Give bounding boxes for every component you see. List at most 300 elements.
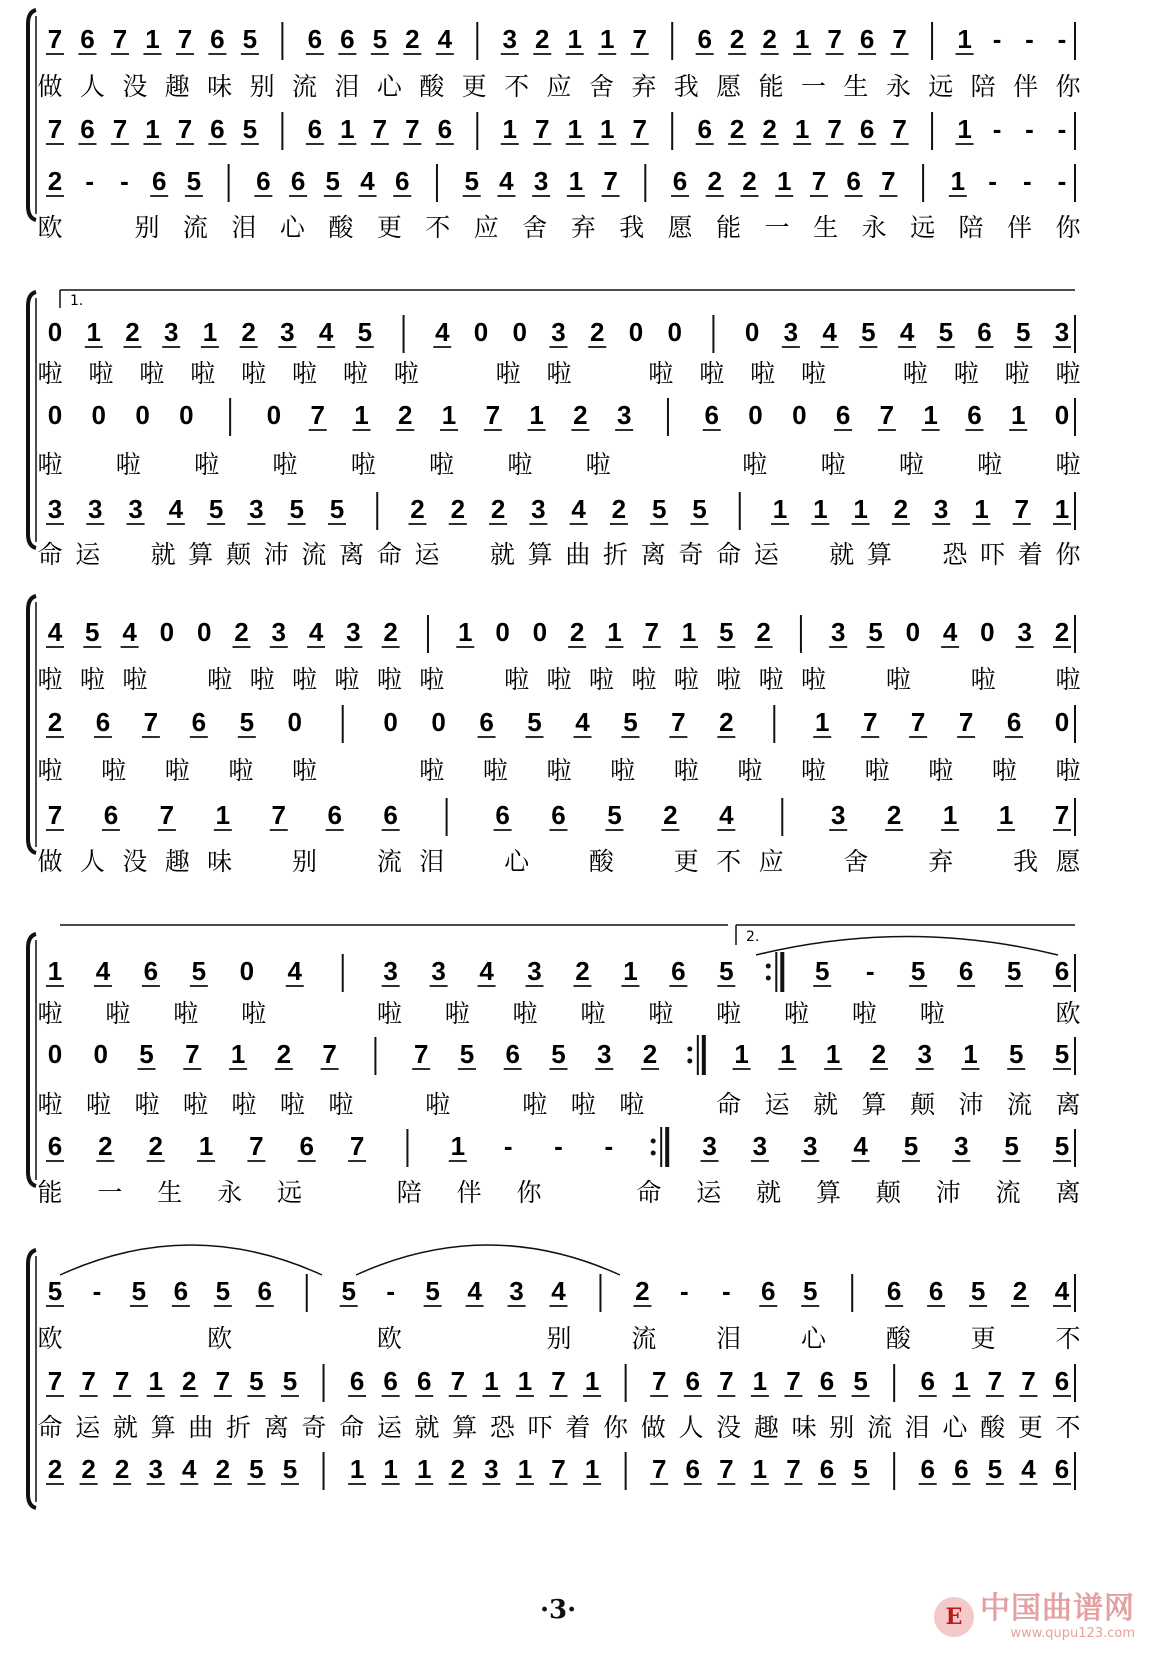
lyric-char: 能 xyxy=(758,72,784,101)
lyric-char: 啦 xyxy=(580,999,606,1028)
lyric-char: 应 xyxy=(758,847,784,876)
lyric-char: 啦 xyxy=(742,450,768,479)
lyric-char: 生 xyxy=(843,72,869,101)
score-note: 0 xyxy=(495,617,510,647)
score-note: 5 xyxy=(282,1366,298,1396)
lyric-char: 人 xyxy=(678,1413,704,1442)
lyric-char: 流 xyxy=(301,540,327,569)
lyric-char: 弃 xyxy=(570,213,596,242)
lyric-char: 流 xyxy=(182,213,208,242)
score-note: 5 xyxy=(459,1039,475,1069)
score-note: 7 xyxy=(827,114,842,144)
score-note: 1 xyxy=(772,494,788,524)
score-note: 3 xyxy=(1017,617,1032,647)
lyric-char: 心 xyxy=(376,72,402,101)
score-note: 7 xyxy=(827,24,842,54)
lyric-char: 着 xyxy=(565,1413,591,1442)
lyric-char: 味 xyxy=(791,1413,817,1442)
lyric-char: 啦 xyxy=(37,999,63,1028)
lyric-char: 啦 xyxy=(194,450,220,479)
score-note: 7 xyxy=(879,400,895,430)
score-note: 0 xyxy=(159,617,175,647)
score-note: 6 xyxy=(1054,956,1070,986)
score-note: 6 xyxy=(257,1276,273,1306)
score-note: 2 xyxy=(589,317,605,347)
lyric-char: 流 xyxy=(291,72,318,101)
lyric-char: 你 xyxy=(516,1178,542,1207)
lyric-char: 就 xyxy=(112,1413,138,1442)
lyric-char: 啦 xyxy=(953,359,979,388)
score-note: - xyxy=(386,1276,396,1306)
lyric-char: 陪 xyxy=(970,72,996,101)
score-note: 1 xyxy=(923,400,938,430)
score-note: 4 xyxy=(571,494,586,524)
score-note: 0 xyxy=(91,400,107,430)
lyric-char: 做 xyxy=(37,72,63,101)
score-note: 1 xyxy=(681,617,697,647)
score-note: 0 xyxy=(179,400,194,430)
lyric-char: 啦 xyxy=(190,359,216,388)
score-note: 7 xyxy=(81,1366,96,1396)
score-note: 6 xyxy=(1054,1366,1070,1396)
lyric-char: 啦 xyxy=(334,665,360,694)
score-note: 1 xyxy=(599,114,615,144)
repeat-dot xyxy=(651,1151,656,1156)
lyric-char: 曲 xyxy=(565,540,591,569)
lyric-char: 啦 xyxy=(1055,665,1081,694)
score-note: 0 xyxy=(748,400,763,430)
score-note: 1 xyxy=(529,400,544,430)
score-note: 4 xyxy=(318,317,334,347)
lyric-char: 啦 xyxy=(648,999,674,1028)
score-note: 1 xyxy=(599,24,615,54)
score-note: 7 xyxy=(958,707,974,737)
lyric-char: 算 xyxy=(815,1178,841,1207)
lyric-char: 啦 xyxy=(504,665,530,694)
score-note: 0 xyxy=(135,400,150,430)
score-note: 3 xyxy=(954,1131,969,1161)
score-note: 1 xyxy=(340,114,355,144)
score-note: 5 xyxy=(853,1454,868,1484)
lyric-char: 远 xyxy=(910,213,936,242)
lyric-char: 啦 xyxy=(37,450,63,479)
lyric-char: 啦 xyxy=(37,756,63,785)
score-note: 1 xyxy=(517,1366,533,1396)
lyric-char: 运 xyxy=(75,1413,101,1442)
score-note: 0 xyxy=(196,617,212,647)
lyric-char: 我 xyxy=(1013,847,1039,876)
lyric-char: 啦 xyxy=(800,359,827,388)
score-note: 6 xyxy=(920,1366,935,1396)
score-note: 1 xyxy=(998,800,1014,830)
volta-second-label: 2. xyxy=(746,929,760,945)
lyric-char: 啦 xyxy=(716,665,742,694)
score-note: 4 xyxy=(308,617,324,647)
lyric-char: 我 xyxy=(673,72,699,101)
score-note: 6 xyxy=(143,956,159,986)
score-note: 6 xyxy=(704,400,719,430)
score-note: 1 xyxy=(825,1039,841,1069)
lyric-char: 啦 xyxy=(1055,359,1081,388)
score-note: 2 xyxy=(1054,617,1070,647)
lyric-char: 愿 xyxy=(1055,847,1081,876)
score-note: 3 xyxy=(271,617,287,647)
lyric-char: 啦 xyxy=(85,1090,111,1119)
lyric-char: 啦 xyxy=(546,756,572,785)
score-note: 0 xyxy=(93,1039,109,1069)
score-note: 0 xyxy=(628,317,644,347)
score-note: 1 xyxy=(458,617,473,647)
lyric-char: 不 xyxy=(1055,1413,1081,1442)
score-note: 6 xyxy=(697,24,712,54)
score-note: 7 xyxy=(719,1366,734,1396)
score-note: 6 xyxy=(954,1454,969,1484)
score-note: 1 xyxy=(450,1131,466,1161)
score-note: 5 xyxy=(464,166,479,196)
score-note: 2 xyxy=(114,1454,130,1484)
score-note: 6 xyxy=(256,166,271,196)
lyric-char: 啦 xyxy=(991,756,1017,785)
score-note: 4 xyxy=(287,956,302,986)
score-note: 2 xyxy=(871,1039,887,1069)
score-note: 2 xyxy=(893,494,909,524)
score-note: 1 xyxy=(148,1366,163,1396)
score-note: 1 xyxy=(354,400,369,430)
score-note: 3 xyxy=(597,1039,612,1069)
score-note: 5 xyxy=(425,1276,440,1306)
score-note: 5 xyxy=(282,1454,298,1484)
lyric-char: 生 xyxy=(813,213,839,242)
score-note: - xyxy=(120,166,129,196)
score-note: 7 xyxy=(632,24,647,54)
score-note: 1 xyxy=(1010,400,1026,430)
lyric-char: 流 xyxy=(995,1178,1021,1207)
lyric-char: 就 xyxy=(489,540,515,569)
score-note: 1 xyxy=(752,1454,768,1484)
score-note: 1 xyxy=(776,166,792,196)
score-note: 2 xyxy=(575,956,590,986)
score-note: 7 xyxy=(551,1454,566,1484)
lyric-char: 人 xyxy=(79,847,105,876)
score-note: 7 xyxy=(671,707,686,737)
lyric-char: 啦 xyxy=(546,359,572,388)
score-note: 6 xyxy=(928,1276,944,1306)
score-note: 1 xyxy=(584,1366,600,1396)
score-note: 5 xyxy=(719,956,734,986)
lyric-char: 运 xyxy=(414,540,440,569)
score-note: 4 xyxy=(95,956,111,986)
score-note: 7 xyxy=(372,114,388,144)
score-note: 1 xyxy=(47,956,63,986)
lyric-char: 啦 xyxy=(588,665,614,694)
page-number: ·3· xyxy=(540,1595,577,1625)
system-bracket xyxy=(28,596,36,853)
lyric-char: 欧 xyxy=(37,1324,63,1353)
score-note: 6 xyxy=(697,114,712,144)
score-note: 6 xyxy=(416,1366,432,1396)
lyric-char: 啦 xyxy=(88,359,114,388)
lyric-char: 心 xyxy=(504,847,530,876)
lyric-char: 命 xyxy=(339,1413,365,1442)
system-bracket xyxy=(28,934,36,1186)
score-note: 7 xyxy=(910,707,926,737)
lyric-char: 啦 xyxy=(231,1090,257,1119)
score-note: 6 xyxy=(958,956,974,986)
score-note: 5 xyxy=(215,1276,231,1306)
score-note: 5 xyxy=(1054,1131,1070,1161)
lyric-char: 酸 xyxy=(328,213,354,242)
score-note: 4 xyxy=(1021,1454,1036,1484)
score-note: 1 xyxy=(198,1131,214,1161)
lyric-char: 沛 xyxy=(263,540,289,569)
score-note: 6 xyxy=(307,114,323,144)
score-note: 7 xyxy=(1014,494,1029,524)
lyric-char: 更 xyxy=(461,72,487,101)
score-note: 7 xyxy=(881,166,896,196)
lyric-char: 啦 xyxy=(800,756,827,785)
lyric-char: 啦 xyxy=(249,665,275,694)
score-note: 4 xyxy=(822,317,837,347)
score-note: 7 xyxy=(177,114,193,144)
lyric-char: 恐 xyxy=(942,540,968,569)
score-note: 7 xyxy=(249,1131,264,1161)
score-note: 5 xyxy=(47,1276,63,1306)
lyric-char: 啦 xyxy=(419,665,445,694)
lyric-char: 啦 xyxy=(429,450,455,479)
score-note: 7 xyxy=(811,166,827,196)
score-note: 5 xyxy=(139,1039,154,1069)
lyric-char: 算 xyxy=(452,1413,478,1442)
score-note: 5 xyxy=(239,707,255,737)
lyric-char: 心 xyxy=(279,213,305,242)
score-note: 4 xyxy=(47,617,63,647)
score-note: 3 xyxy=(783,317,799,347)
score-note: 5 xyxy=(242,24,258,54)
lyric-char: 别 xyxy=(829,1413,855,1442)
score-note: 2 xyxy=(719,707,734,737)
score-note: 5 xyxy=(329,494,345,524)
score-note: 2 xyxy=(405,24,420,54)
score-note: 5 xyxy=(903,1131,919,1161)
score-note: 3 xyxy=(47,494,63,524)
lyric-char: 命 xyxy=(37,1413,63,1442)
score-note: 1 xyxy=(780,1039,795,1069)
score-note: 2 xyxy=(47,166,63,196)
watermark xyxy=(934,1591,1135,1641)
lyric-char: 酸 xyxy=(588,847,614,876)
score-note: 7 xyxy=(47,114,63,144)
lyric-char: 啦 xyxy=(376,999,402,1028)
score-note: 6 xyxy=(479,707,494,737)
score-note: 6 xyxy=(191,707,207,737)
lyric-char: 啦 xyxy=(207,665,233,694)
score-note: 7 xyxy=(892,24,907,54)
score-note: 3 xyxy=(509,1276,524,1306)
score-note: 5 xyxy=(970,1276,986,1306)
score-note: 3 xyxy=(484,1454,499,1484)
lyric-char: 算 xyxy=(150,1413,176,1442)
lyric-char: 酸 xyxy=(885,1324,911,1353)
score-note: 5 xyxy=(815,956,830,986)
lyric-char: 就 xyxy=(414,1413,440,1442)
system-bracket xyxy=(28,1250,36,1508)
lyric-char: 啦 xyxy=(79,665,105,694)
score-note: 0 xyxy=(980,617,995,647)
lyric-char: 啦 xyxy=(122,665,148,694)
score-note: 7 xyxy=(603,166,618,196)
system-bracket xyxy=(28,292,36,548)
lyric-char: 一 xyxy=(800,72,827,101)
lyric-char: 啦 xyxy=(750,359,776,388)
score-note: 5 xyxy=(1054,1039,1070,1069)
lyric-char: 没 xyxy=(716,1413,742,1442)
lyric-char: 泪 xyxy=(419,847,445,876)
score-note: 5 xyxy=(249,1366,264,1396)
lyric-char: 永 xyxy=(861,213,887,242)
lyric-char: 啦 xyxy=(673,756,699,785)
score-note: 0 xyxy=(287,707,302,737)
score-note: 3 xyxy=(249,494,264,524)
lyric-char: 就 xyxy=(813,1090,839,1119)
lyric-char: 啦 xyxy=(376,665,402,694)
score-note: 3 xyxy=(527,956,542,986)
score-note: 2 xyxy=(729,24,745,54)
lyric-char: 不 xyxy=(425,213,451,242)
lyric-char: 啦 xyxy=(173,999,199,1028)
lyric-char: 没 xyxy=(122,847,148,876)
lyric-char: 泪 xyxy=(904,1413,930,1442)
lyric-char: 你 xyxy=(1055,72,1081,101)
lyric-char: 伴 xyxy=(456,1178,482,1207)
score-note: 7 xyxy=(651,1454,667,1484)
lyric-char: 欧 xyxy=(1055,999,1081,1028)
score-note: 6 xyxy=(495,800,510,830)
score-note: 7 xyxy=(47,24,63,54)
lyric-char: 折 xyxy=(603,540,629,569)
lyric-char: 啦 xyxy=(585,450,611,479)
score-note: 3 xyxy=(163,317,179,347)
lyric-char: 啦 xyxy=(393,359,419,388)
score-note: 3 xyxy=(148,1454,163,1484)
lyric-char: 心 xyxy=(942,1413,968,1442)
lyric-char: 啦 xyxy=(919,999,945,1028)
lyric-char: 别 xyxy=(134,213,160,242)
volta-first-label: 1. xyxy=(70,293,84,309)
lyric-char: 别 xyxy=(249,72,275,101)
lyric-char: 运 xyxy=(75,540,101,569)
score-note: 6 xyxy=(103,800,119,830)
score-note: 3 xyxy=(431,956,446,986)
score-note: 0 xyxy=(905,617,921,647)
score-note: 1 xyxy=(502,114,518,144)
lyric-char: 啦 xyxy=(444,999,470,1028)
score-note: 0 xyxy=(239,956,255,986)
score-note: 6 xyxy=(859,24,875,54)
score-note: 4 xyxy=(499,166,514,196)
repeat-dot xyxy=(687,1047,692,1052)
score-note: 1 xyxy=(734,1039,749,1069)
score-note: - xyxy=(503,1131,513,1161)
slur xyxy=(60,1245,322,1275)
lyric-char: 能 xyxy=(37,1178,63,1207)
lyric-char: 啦 xyxy=(139,359,165,388)
score-note: 7 xyxy=(644,617,659,647)
score-note: 5 xyxy=(357,317,373,347)
score-note: 6 xyxy=(395,166,410,196)
watermark-url: www.qupu123.com xyxy=(1010,1626,1135,1641)
lyric-char: 啦 xyxy=(512,999,538,1028)
lyric-char: 离 xyxy=(1055,1090,1081,1119)
lyric-char: 命 xyxy=(37,540,63,569)
score-note: - xyxy=(604,1131,614,1161)
lyric-char: 心 xyxy=(800,1324,827,1353)
score-note: 5 xyxy=(191,956,207,986)
lyric-char: 啦 xyxy=(737,756,763,785)
score-note: 7 xyxy=(112,114,128,144)
score-note: 1 xyxy=(416,1454,432,1484)
score-note: 3 xyxy=(752,1131,768,1161)
score-note: 1 xyxy=(567,114,582,144)
score-note: 6 xyxy=(1054,1454,1070,1484)
score-note: 5 xyxy=(623,707,638,737)
lyric-char: 啦 xyxy=(673,665,699,694)
watermark-logo-icon: E xyxy=(934,1597,974,1637)
score-note: 5 xyxy=(1006,956,1022,986)
score-note: 6 xyxy=(151,166,167,196)
score-note: 7 xyxy=(987,1366,1003,1396)
lyric-char: 啦 xyxy=(546,665,572,694)
score-note: 1 xyxy=(794,114,810,144)
repeat-dot xyxy=(687,1059,692,1064)
lyric-char: 不 xyxy=(1055,1324,1081,1353)
lyric-char: 啦 xyxy=(631,665,657,694)
lyric-char: 啦 xyxy=(758,665,784,694)
score-note: 5 xyxy=(910,956,926,986)
score-note: 6 xyxy=(819,1454,835,1484)
lyric-char: 啦 xyxy=(784,999,810,1028)
score-note: 4 xyxy=(122,617,137,647)
score-note: 6 xyxy=(685,1454,701,1484)
score-note: - xyxy=(1057,24,1067,54)
score-note: 3 xyxy=(1054,317,1070,347)
lyric-char: 啦 xyxy=(101,756,127,785)
score-note: 7 xyxy=(177,24,193,54)
score-note: 6 xyxy=(349,1366,365,1396)
score-note: 6 xyxy=(685,1366,701,1396)
score-note: 5 xyxy=(803,1276,818,1306)
score-note: 1 xyxy=(584,1454,600,1484)
score-note: 7 xyxy=(450,1366,466,1396)
score-note: 7 xyxy=(405,114,420,144)
score-note: 1 xyxy=(813,494,828,524)
score-note: 7 xyxy=(47,800,63,830)
lyric-char: 远 xyxy=(277,1178,303,1207)
lyric-char: 流 xyxy=(631,1324,657,1353)
score-note: 7 xyxy=(862,707,878,737)
score-note: 6 xyxy=(47,1131,63,1161)
score-note: 5 xyxy=(289,494,304,524)
lyric-char: 弃 xyxy=(928,847,954,876)
score-note: 5 xyxy=(551,1039,566,1069)
score-note: - xyxy=(865,956,875,986)
score-note: 1 xyxy=(215,800,231,830)
score-note: 2 xyxy=(490,494,506,524)
lyric-char: 啦 xyxy=(610,756,636,785)
lyric-char: 啦 xyxy=(241,999,267,1028)
lyric-char: 离 xyxy=(339,540,365,569)
lyric-char: 你 xyxy=(1055,540,1081,569)
score-note: 0 xyxy=(383,707,398,737)
